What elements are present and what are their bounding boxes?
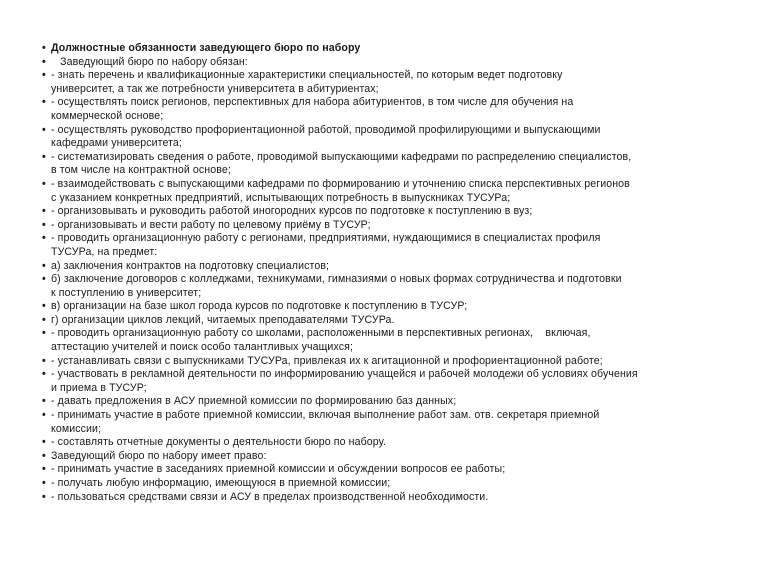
bullet-icon: • [42,436,46,449]
bullet-icon: • [42,449,46,462]
list-item-text: а) заключения контрактов на подготовку специалистов; [51,259,330,272]
bullet-icon: • [42,259,46,272]
bullet-icon: • [42,232,46,245]
list-item [42,314,722,328]
bullet-icon: • [42,368,46,381]
list-item-text: - систематизировать сведения о работе, проводимой выпускающими кафедрами по распределению специалистов, [51,150,632,163]
list-item-continuation: к поступлению в университет; [51,286,202,299]
list-item [42,300,722,314]
list-item-continuation: с указанием конкретных предприятий, испытывающих потребность в выпускниках ТУСУРа; [51,191,511,204]
bullet-icon: • [42,463,46,476]
list-item [42,124,722,151]
list-item-text: - организовывать и руководить работой иногородних курсов по подготовке к поступлению в вуз; [51,205,533,218]
bullet-icon: • [42,490,46,503]
list-item [42,205,722,219]
list-item-continuation: ТУСУРа, на предмет: [51,245,158,258]
list-item [42,491,722,505]
document-body [42,42,722,504]
list-item-text: - проводить организационную работу с регионами, предприятиями, нуждающимися в специалистах профиля [51,232,601,245]
heading-text: Должностные обязанности заведующего бюро по набору [51,42,361,54]
bullet-icon: • [42,313,46,326]
list-item-text: - осуществлять руководство профориентационной работой, проводимой профилирующими и выпускающими [51,123,601,136]
list-item [42,260,722,274]
list-item-text: - организовывать и вести работу по целевому приёму в ТУСУР; [51,218,371,231]
bullet-icon: • [42,42,46,54]
list-item-text: - участвовать в рекламной деятельности по информированию учащейся и рабочей молодежи об условиях обучения [51,368,638,381]
list-item-text: - составлять отчетные документы о деятельности бюро по набору. [51,436,387,449]
list-item-continuation: коммерческой основе; [51,109,164,122]
list-item [42,409,722,436]
bullet-icon: • [42,205,46,218]
list-item-text: - знать перечень и квалификационные характеристики специальностей, по которым ведет подготовку [51,69,563,82]
list-item [42,477,722,491]
list-item [42,96,722,123]
bullet-icon: • [42,55,46,68]
list-item [42,178,722,205]
bullet-icon: • [42,395,46,408]
list-item-text: - устанавливать связи с выпускниками ТУСУРа, привлекая их к агитационной и профориентационной работе; [51,354,603,367]
list-item-text: - проводить организационную работу со школами, расположенными в перспективных регионах, включая, [51,327,591,340]
list-item-continuation: аттестацию учителей и поиск особо талантливых учащихся; [51,341,353,354]
bullet-icon: • [42,409,46,422]
list-item [42,463,722,477]
list-item [42,395,722,409]
list-item-text: - пользоваться средствами связи и АСУ в пределах производственной необходимости. [51,490,489,503]
list-item [42,355,722,369]
list-item-text: - давать предложения в АСУ приемной комиссии по формированию баз данных; [51,395,457,408]
list-item [42,368,722,395]
bullet-icon: • [42,300,46,313]
list-item [42,273,722,300]
document-heading [42,42,722,56]
list-item [42,151,722,178]
bullet-icon: • [42,69,46,82]
list-item-text: Заведующий бюро по набору имеет право: [51,449,267,462]
bullet-icon: • [42,477,46,489]
bullet-icon: • [42,354,46,367]
bullet-icon: • [42,96,46,109]
list-item-text: - принимать участие в работе приемной комиссии, включая выполнение работ зам. отв. секретаря приемной [51,409,600,422]
bullet-icon: • [42,177,46,190]
bullet-icon: • [42,273,46,286]
list-item-text: г) организации циклов лекций, читаемых преподавателями ТУСУРа. [51,313,395,326]
list-item [42,56,722,70]
list-item-continuation: кафедрами университета; [51,137,182,150]
list-item-text: б) заключение договоров с колледжами, техникумами, гимназиями о новых формах сотрудничества и подготовки [51,273,622,286]
list-item-continuation: университет, а так же потребности университета в абитуриентах; [51,82,379,95]
list-item-text: - взаимодействовать с выпускающими кафедрами по формированию и уточнению списка перспективных регионов [51,177,630,190]
list-item [42,436,722,450]
bullet-icon: • [42,123,46,136]
list-item-continuation: в том числе на контрактной основе; [51,164,231,177]
list-item-continuation: и приема в ТУСУР; [51,381,147,394]
bullet-icon: • [42,327,46,340]
rights-heading [42,450,722,464]
list-item-text: - принимать участие в заседаниях приемной комиссии и обсуждении вопросов ее работы; [51,463,506,476]
list-item-continuation: комиссии; [51,422,102,435]
list-item [42,219,722,233]
list-item [42,327,722,354]
list-item-text: - осуществлять поиск регионов, перспективных для набора абитуриентов, в том числе для обучения на [51,96,574,109]
list-item-text: в) организации на базе школ города курсов по подготовке к поступлению в ТУСУР; [51,300,468,313]
list-item [42,232,722,259]
bullet-icon: • [42,218,46,231]
list-item-text: - получать любую информацию, имеющуюся в приемной комиссии; [51,477,391,489]
bullet-icon: • [42,150,46,163]
list-item [42,69,722,96]
list-item-text: Заведующий бюро по набору обязан: [51,55,248,68]
